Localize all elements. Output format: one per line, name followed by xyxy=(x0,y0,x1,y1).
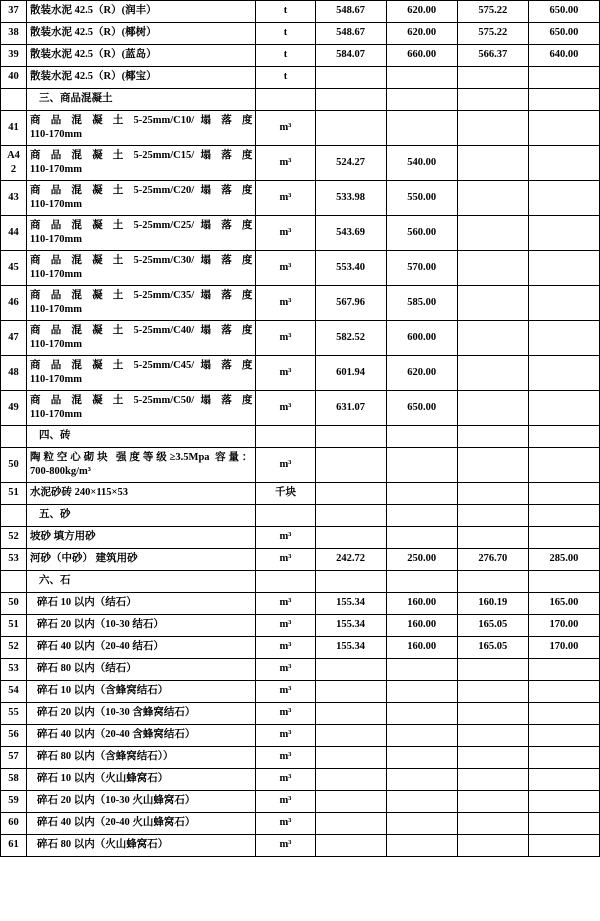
price-value-1: 155.34 xyxy=(315,637,386,659)
material-name: 坡砂 填方用砂 xyxy=(27,527,256,549)
price-value-3: 575.22 xyxy=(457,1,528,23)
table-row xyxy=(1,89,600,111)
price-value-1 xyxy=(315,725,386,747)
price-value-2: 660.00 xyxy=(386,45,457,67)
price-value-4 xyxy=(528,813,599,835)
price-value-1 xyxy=(315,681,386,703)
price-value-2: 620.00 xyxy=(386,1,457,23)
table-row xyxy=(1,23,600,45)
price-value-2 xyxy=(386,681,457,703)
price-value-2 xyxy=(386,791,457,813)
row-number: 55 xyxy=(1,703,27,725)
material-name-line1: 商 品 混 凝 土 5-25mm/C35/ 塌 落 度 xyxy=(30,289,253,301)
row-number: 60 xyxy=(1,813,27,835)
price-value-1: 553.40 xyxy=(315,251,386,286)
price-value-3 xyxy=(457,505,528,527)
material-name: 碎石 10 以内（含蜂窝结石） xyxy=(27,681,256,703)
material-name: 碎石 80 以内（含蜂窝结石）） xyxy=(27,747,256,769)
price-value-4 xyxy=(528,659,599,681)
unit-cell: m³ xyxy=(256,111,315,146)
price-value-1 xyxy=(315,89,386,111)
unit-cell: m³ xyxy=(256,703,315,725)
row-number: 51 xyxy=(1,615,27,637)
price-value-3 xyxy=(457,181,528,216)
material-name xyxy=(27,251,256,286)
material-name: 散装水泥 42.5（R）(椰宝） xyxy=(27,67,256,89)
row-number: 58 xyxy=(1,769,27,791)
price-value-4 xyxy=(528,571,599,593)
price-value-3 xyxy=(457,835,528,857)
material-name: 河砂（中砂） 建筑用砂 xyxy=(27,549,256,571)
material-name: 三、商品混凝土 xyxy=(27,89,256,111)
material-name: 五、砂 xyxy=(27,505,256,527)
price-value-2 xyxy=(386,725,457,747)
price-value-4 xyxy=(528,146,599,181)
price-value-2: 550.00 xyxy=(386,181,457,216)
row-number: 53 xyxy=(1,659,27,681)
table-row xyxy=(1,111,600,146)
unit-cell: m³ xyxy=(256,549,315,571)
price-value-4 xyxy=(528,725,599,747)
price-value-4 xyxy=(528,703,599,725)
material-name-line2: 110-170mm xyxy=(30,304,82,315)
row-number: 40 xyxy=(1,67,27,89)
material-name-line2: 700-800kg/m³ xyxy=(30,466,91,477)
price-value-2 xyxy=(386,747,457,769)
price-value-1 xyxy=(315,791,386,813)
price-value-1: 543.69 xyxy=(315,216,386,251)
unit-cell: m³ xyxy=(256,356,315,391)
unit-cell: m³ xyxy=(256,835,315,857)
price-value-2: 160.00 xyxy=(386,593,457,615)
unit-cell: m³ xyxy=(256,321,315,356)
row-number: 44 xyxy=(1,216,27,251)
material-name-line1: 商 品 混 凝 土 5-25mm/C15/ 塌 落 度 xyxy=(30,149,253,161)
unit-cell: m³ xyxy=(256,527,315,549)
table-row xyxy=(1,356,600,391)
table-row xyxy=(1,251,600,286)
price-value-2: 620.00 xyxy=(386,356,457,391)
table-row xyxy=(1,286,600,321)
price-value-3 xyxy=(457,89,528,111)
row-number: 50 xyxy=(1,448,27,483)
table-row xyxy=(1,703,600,725)
price-value-3 xyxy=(457,216,528,251)
material-name: 碎石 20 以内（10-30 含蜂窝结石） xyxy=(27,703,256,725)
row-number xyxy=(1,505,27,527)
price-value-2 xyxy=(386,769,457,791)
table-row xyxy=(1,813,600,835)
material-name xyxy=(27,321,256,356)
table-row xyxy=(1,45,600,67)
material-name: 碎石 40 以内（20-40 火山蜂窝石） xyxy=(27,813,256,835)
price-value-2: 560.00 xyxy=(386,216,457,251)
price-value-2 xyxy=(386,426,457,448)
price-value-2 xyxy=(386,813,457,835)
material-name-line2: 110-170mm xyxy=(30,374,82,385)
price-value-2 xyxy=(386,448,457,483)
row-number: 56 xyxy=(1,725,27,747)
price-value-3 xyxy=(457,321,528,356)
unit-cell: t xyxy=(256,23,315,45)
table-row xyxy=(1,835,600,857)
price-value-4: 170.00 xyxy=(528,615,599,637)
price-value-3 xyxy=(457,681,528,703)
price-value-3 xyxy=(457,659,528,681)
price-value-3: 160.19 xyxy=(457,593,528,615)
price-value-3: 575.22 xyxy=(457,23,528,45)
material-name-line1: 商 品 混 凝 土 5-25mm/C40/ 塌 落 度 xyxy=(30,324,253,336)
row-number: 49 xyxy=(1,391,27,426)
unit-cell: m³ xyxy=(256,813,315,835)
unit-cell: t xyxy=(256,67,315,89)
table-row xyxy=(1,426,600,448)
unit-cell: m³ xyxy=(256,448,315,483)
material-name: 四、砖 xyxy=(27,426,256,448)
material-name xyxy=(27,391,256,426)
row-number: 54 xyxy=(1,681,27,703)
unit-cell xyxy=(256,571,315,593)
price-value-3 xyxy=(457,111,528,146)
table-row xyxy=(1,571,600,593)
row-number: 38 xyxy=(1,23,27,45)
table-row xyxy=(1,1,600,23)
row-number: 46 xyxy=(1,286,27,321)
row-number: 41 xyxy=(1,111,27,146)
price-value-1 xyxy=(315,747,386,769)
unit-cell: m³ xyxy=(256,725,315,747)
row-number xyxy=(1,426,27,448)
material-name xyxy=(27,448,256,483)
material-name-line1: 商 品 混 凝 土 5-25mm/C10/ 塌 落 度 xyxy=(30,114,253,126)
price-value-2: 160.00 xyxy=(386,637,457,659)
material-name-line2: 110-170mm xyxy=(30,234,82,245)
price-value-1 xyxy=(315,505,386,527)
material-name: 碎石 10 以内（结石） xyxy=(27,593,256,615)
price-value-1 xyxy=(315,813,386,835)
material-name: 碎石 80 以内（结石） xyxy=(27,659,256,681)
price-value-4 xyxy=(528,67,599,89)
table-row xyxy=(1,146,600,181)
price-value-4: 640.00 xyxy=(528,45,599,67)
price-value-4 xyxy=(528,251,599,286)
price-value-3 xyxy=(457,67,528,89)
price-value-2 xyxy=(386,483,457,505)
price-value-2: 540.00 xyxy=(386,146,457,181)
price-value-4 xyxy=(528,356,599,391)
table-row xyxy=(1,483,600,505)
material-name-line2: 110-170mm xyxy=(30,269,82,280)
row-number: 39 xyxy=(1,45,27,67)
unit-cell: m³ xyxy=(256,615,315,637)
price-value-4 xyxy=(528,835,599,857)
table-row xyxy=(1,637,600,659)
price-value-4 xyxy=(528,505,599,527)
price-value-2: 570.00 xyxy=(386,251,457,286)
price-value-1: 533.98 xyxy=(315,181,386,216)
price-value-1 xyxy=(315,659,386,681)
price-value-2 xyxy=(386,659,457,681)
price-value-3 xyxy=(457,813,528,835)
price-value-2: 650.00 xyxy=(386,391,457,426)
table-row xyxy=(1,448,600,483)
price-value-1 xyxy=(315,67,386,89)
price-value-1: 242.72 xyxy=(315,549,386,571)
price-value-2: 620.00 xyxy=(386,23,457,45)
unit-cell: m³ xyxy=(256,286,315,321)
price-value-1: 548.67 xyxy=(315,23,386,45)
material-name xyxy=(27,146,256,181)
table-row xyxy=(1,615,600,637)
price-value-4: 650.00 xyxy=(528,1,599,23)
price-value-3 xyxy=(457,571,528,593)
unit-cell: m³ xyxy=(256,747,315,769)
price-value-3: 165.05 xyxy=(457,637,528,659)
material-name xyxy=(27,111,256,146)
price-value-4 xyxy=(528,89,599,111)
row-number xyxy=(1,89,27,111)
table-row xyxy=(1,321,600,356)
material-name xyxy=(27,216,256,251)
price-value-3 xyxy=(457,725,528,747)
table-row xyxy=(1,681,600,703)
row-number: 61 xyxy=(1,835,27,857)
unit-cell: t xyxy=(256,45,315,67)
price-value-1: 524.27 xyxy=(315,146,386,181)
price-value-4 xyxy=(528,321,599,356)
table-row xyxy=(1,769,600,791)
unit-cell: m³ xyxy=(256,391,315,426)
price-value-2 xyxy=(386,527,457,549)
material-name-line1: 商 品 混 凝 土 5-25mm/C25/ 塌 落 度 xyxy=(30,219,253,231)
price-value-4: 165.00 xyxy=(528,593,599,615)
table-row xyxy=(1,505,600,527)
price-value-1: 601.94 xyxy=(315,356,386,391)
row-number: 50 xyxy=(1,593,27,615)
price-value-2 xyxy=(386,67,457,89)
row-number: 53 xyxy=(1,549,27,571)
unit-cell: m³ xyxy=(256,659,315,681)
table-row xyxy=(1,791,600,813)
material-name xyxy=(27,356,256,391)
table-row xyxy=(1,527,600,549)
price-value-1 xyxy=(315,483,386,505)
price-value-4 xyxy=(528,747,599,769)
unit-cell xyxy=(256,426,315,448)
table-row xyxy=(1,747,600,769)
material-name: 碎石 20 以内（10-30 火山蜂窝石） xyxy=(27,791,256,813)
material-name-line2: 110-170mm xyxy=(30,164,82,175)
row-number: 47 xyxy=(1,321,27,356)
material-name: 碎石 40 以内（20-40 结石） xyxy=(27,637,256,659)
row-number: 52 xyxy=(1,637,27,659)
price-value-1: 584.07 xyxy=(315,45,386,67)
unit-cell: 千块 xyxy=(256,483,315,505)
price-value-4: 650.00 xyxy=(528,23,599,45)
table-row xyxy=(1,67,600,89)
price-value-1 xyxy=(315,111,386,146)
price-value-4 xyxy=(528,426,599,448)
price-value-1 xyxy=(315,571,386,593)
price-value-3 xyxy=(457,356,528,391)
unit-cell: m³ xyxy=(256,593,315,615)
price-value-1: 567.96 xyxy=(315,286,386,321)
table-row xyxy=(1,181,600,216)
price-value-2: 160.00 xyxy=(386,615,457,637)
price-value-1: 155.34 xyxy=(315,593,386,615)
price-value-2 xyxy=(386,89,457,111)
row-number: 37 xyxy=(1,1,27,23)
table-row xyxy=(1,216,600,251)
price-value-3 xyxy=(457,791,528,813)
material-name-line1: 陶粒空心砌块 强度等级≥3.5Mpa 容量： xyxy=(30,451,253,463)
row-number: 59 xyxy=(1,791,27,813)
price-value-3 xyxy=(457,251,528,286)
price-value-4 xyxy=(528,448,599,483)
material-name: 碎石 10 以内（火山蜂窝石） xyxy=(27,769,256,791)
price-value-1 xyxy=(315,527,386,549)
price-value-4: 285.00 xyxy=(528,549,599,571)
price-value-3 xyxy=(457,483,528,505)
price-value-1 xyxy=(315,448,386,483)
material-name-line2: 110-170mm xyxy=(30,129,82,140)
material-name xyxy=(27,286,256,321)
price-value-4 xyxy=(528,391,599,426)
price-value-4 xyxy=(528,769,599,791)
price-value-2 xyxy=(386,571,457,593)
price-value-1: 631.07 xyxy=(315,391,386,426)
material-name-line1: 商 品 混 凝 土 5-25mm/C45/ 塌 落 度 xyxy=(30,359,253,371)
price-value-1: 548.67 xyxy=(315,1,386,23)
unit-cell: m³ xyxy=(256,216,315,251)
row-number: 43 xyxy=(1,181,27,216)
price-value-4 xyxy=(528,527,599,549)
price-value-3: 276.70 xyxy=(457,549,528,571)
price-value-3 xyxy=(457,769,528,791)
material-name: 六、石 xyxy=(27,571,256,593)
table-row xyxy=(1,659,600,681)
row-number: 45 xyxy=(1,251,27,286)
price-value-2 xyxy=(386,835,457,857)
price-value-2 xyxy=(386,505,457,527)
price-value-2 xyxy=(386,111,457,146)
material-name: 碎石 80 以内（火山蜂窝石） xyxy=(27,835,256,857)
price-value-3 xyxy=(457,747,528,769)
table-row xyxy=(1,391,600,426)
unit-cell: m³ xyxy=(256,791,315,813)
material-name xyxy=(27,181,256,216)
table-row xyxy=(1,549,600,571)
price-value-4 xyxy=(528,483,599,505)
material-name-line1: 商 品 混 凝 土 5-25mm/C50/ 塌 落 度 xyxy=(30,394,253,406)
price-value-1 xyxy=(315,835,386,857)
unit-cell: t xyxy=(256,1,315,23)
price-value-4 xyxy=(528,181,599,216)
table-row xyxy=(1,725,600,747)
price-value-1 xyxy=(315,703,386,725)
price-value-4 xyxy=(528,111,599,146)
price-value-1 xyxy=(315,769,386,791)
price-value-3 xyxy=(457,426,528,448)
unit-cell: m³ xyxy=(256,769,315,791)
price-value-3: 165.05 xyxy=(457,615,528,637)
material-name-line2: 110-170mm xyxy=(30,409,82,420)
price-value-2: 250.00 xyxy=(386,549,457,571)
material-name: 碎石 40 以内（20-40 含蜂窝结石） xyxy=(27,725,256,747)
material-name: 碎石 20 以内（10-30 结石） xyxy=(27,615,256,637)
price-value-1 xyxy=(315,426,386,448)
row-number: 48 xyxy=(1,356,27,391)
price-value-3 xyxy=(457,146,528,181)
material-name-line2: 110-170mm xyxy=(30,199,82,210)
unit-cell xyxy=(256,89,315,111)
price-value-3 xyxy=(457,703,528,725)
unit-cell: m³ xyxy=(256,681,315,703)
price-value-4 xyxy=(528,681,599,703)
price-value-4 xyxy=(528,286,599,321)
price-value-3 xyxy=(457,391,528,426)
material-name-line1: 商 品 混 凝 土 5-25mm/C30/ 塌 落 度 xyxy=(30,254,253,266)
table-row xyxy=(1,593,600,615)
unit-cell: m³ xyxy=(256,146,315,181)
price-value-2 xyxy=(386,703,457,725)
price-value-4 xyxy=(528,216,599,251)
price-value-3 xyxy=(457,286,528,321)
price-value-3 xyxy=(457,448,528,483)
price-value-3 xyxy=(457,527,528,549)
price-value-1: 582.52 xyxy=(315,321,386,356)
material-name-line2: 110-170mm xyxy=(30,339,82,350)
row-number: 57 xyxy=(1,747,27,769)
row-number: 51 xyxy=(1,483,27,505)
material-name: 水泥砂砖 240×115×53 xyxy=(27,483,256,505)
unit-cell xyxy=(256,505,315,527)
row-number xyxy=(1,571,27,593)
row-number: 52 xyxy=(1,527,27,549)
price-value-4 xyxy=(528,791,599,813)
price-value-4: 170.00 xyxy=(528,637,599,659)
material-name: 散装水泥 42.5（R）(蓝岛） xyxy=(27,45,256,67)
price-value-3: 566.37 xyxy=(457,45,528,67)
unit-cell: m³ xyxy=(256,251,315,286)
row-number: A4 2 xyxy=(1,146,27,181)
price-value-2: 600.00 xyxy=(386,321,457,356)
price-value-2: 585.00 xyxy=(386,286,457,321)
unit-cell: m³ xyxy=(256,637,315,659)
material-name: 散装水泥 42.5（R）(椰树） xyxy=(27,23,256,45)
material-name-line1: 商 品 混 凝 土 5-25mm/C20/ 塌 落 度 xyxy=(30,184,253,196)
material-name: 散装水泥 42.5（R）(润丰） xyxy=(27,1,256,23)
price-value-1: 155.34 xyxy=(315,615,386,637)
unit-cell: m³ xyxy=(256,181,315,216)
